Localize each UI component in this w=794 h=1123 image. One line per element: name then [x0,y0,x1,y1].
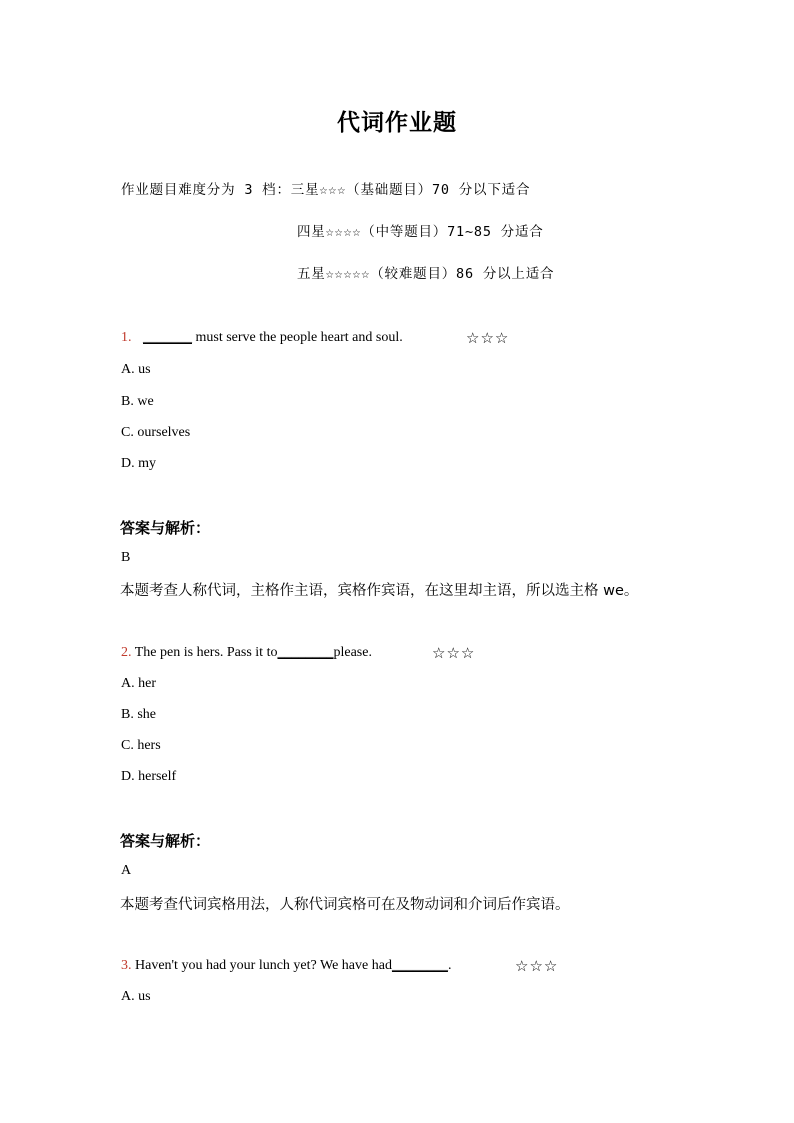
option-c: C. ourselves [121,425,191,440]
difficulty-stars: ☆☆☆ [432,644,476,662]
question-blank: ________ [277,645,334,660]
difficulty-stars: ☆☆☆ [466,329,510,347]
difficulty-stars: ☆☆☆ [515,957,559,975]
answer-letter: B [121,550,131,565]
question-text: must serve the people heart and soul. [192,330,403,345]
question-number: 2. [121,645,132,660]
option-a: A. us [121,989,151,1004]
question-blank: _______ [143,330,192,345]
answer-explanation: 本题考查代词宾格用法，人称代词宾格可在及物动词和介词后作宾语。 [120,897,570,913]
answer-heading: 答案与解析： [120,832,211,850]
question-text: Haven't you had your lunch yet? We have had [131,958,392,973]
option-d: D. my [121,456,156,471]
question-1 [121,330,403,346]
question-text-after: please. [333,645,372,660]
question-2 [121,645,372,661]
difficulty-intro-line-3: 五星☆☆☆☆☆（较难题目）86 分以上适合 [297,266,555,282]
option-a: A. us [121,362,151,377]
difficulty-intro-line-2: 四星☆☆☆☆（中等题目）71~85 分适合 [297,224,544,240]
question-text-after: . [447,958,452,973]
option-a: A. her [121,676,156,691]
question-number: 3. [121,958,132,973]
option-d: D. herself [121,769,177,784]
answer-letter: A [121,863,132,878]
difficulty-intro-line-1: 作业题目难度分为 3 档：三星☆☆☆（基础题目）70 分以下适合 [121,182,531,198]
option-b: B. she [121,707,156,722]
option-b: B. we [121,394,154,409]
question-text: The pen is hers. Pass it to [131,645,278,660]
answer-explanation: 本题考查人称代词，主格作主语，宾格作宾语，在这里却主语，所以选主格 we。 [120,583,639,599]
answer-heading: 答案与解析： [120,519,211,537]
question-3 [121,958,451,974]
page-title: 代词作业题 [337,110,457,136]
question-number: 1. [121,330,132,345]
question-blank: ________ [391,958,448,973]
option-c: C. hers [121,738,161,753]
